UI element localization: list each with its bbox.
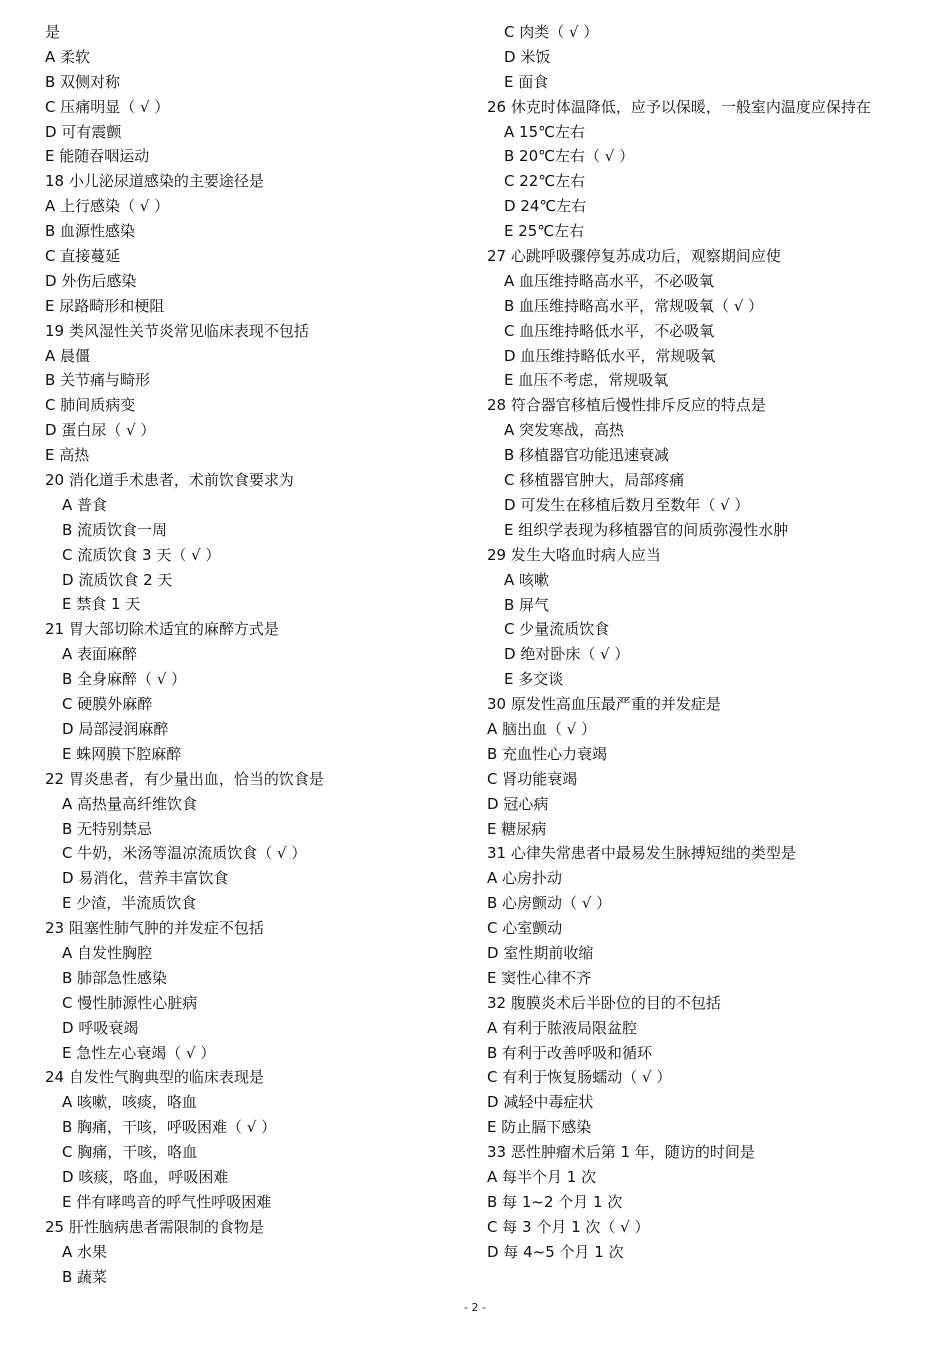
answer-option: B 肺部急性感染 bbox=[62, 968, 168, 987]
answer-option: E 高热 bbox=[45, 446, 90, 465]
answer-option: A 上行感染（ √ ） bbox=[45, 197, 170, 216]
answer-option: B 血压维持略高水平，常规吸氧（ √ ） bbox=[504, 296, 764, 315]
answer-option: E 组织学表现为移植器官的间质弥漫性水肿 bbox=[504, 520, 789, 539]
question-stem: 22 胃炎患者，有少量出血，恰当的饮食是 bbox=[45, 769, 324, 788]
left-column bbox=[45, 20, 455, 1289]
answer-option: D 外伤后感染 bbox=[45, 271, 137, 290]
answer-option: C 有利于恢复肠蠕动（ √ ） bbox=[487, 1068, 672, 1087]
answer-option: B 移植器官功能迅速衰减 bbox=[504, 446, 670, 465]
answer-option: C 慢性肺源性心脏病 bbox=[62, 993, 198, 1012]
page-number: - 2 - bbox=[464, 1301, 486, 1314]
answer-option: D 血压维持略低水平，常规吸氧 bbox=[504, 346, 716, 365]
question-stem: 28 符合器官移植后慢性排斥反应的特点是 bbox=[487, 396, 766, 415]
answer-option: A 咳嗽，咳痰，咯血 bbox=[62, 1093, 198, 1112]
answer-option: B 关节痛与畸形 bbox=[45, 371, 151, 390]
answer-option: D 流质饮食 2 天 bbox=[62, 570, 173, 589]
answer-option: D 24℃左右 bbox=[504, 197, 587, 216]
answer-option: B 流质饮食一周 bbox=[62, 520, 168, 539]
question-stem: 33 恶性肿瘤术后第 1 年，随访的时间是 bbox=[487, 1143, 755, 1162]
answer-option: E 蛛网膜下腔麻醉 bbox=[62, 744, 182, 763]
answer-option: B 蔬菜 bbox=[62, 1267, 108, 1286]
answer-option: C 硬膜外麻醉 bbox=[62, 695, 153, 714]
answer-option: B 20℃左右（ √ ） bbox=[504, 147, 635, 166]
question-stem: 20 消化道手术患者，术前饮食要求为 bbox=[45, 471, 294, 490]
answer-option: D 呼吸衰竭 bbox=[62, 1018, 139, 1037]
answer-option: B 屏气 bbox=[504, 595, 550, 614]
answer-option: B 胸痛，干咳，呼吸困难（ √ ） bbox=[62, 1118, 277, 1137]
question-stem: 27 心跳呼吸骤停复苏成功后，观察期间应使 bbox=[487, 247, 781, 266]
answer-option: C 血压维持略低水平，不必吸氧 bbox=[504, 321, 715, 340]
answer-option: E 25℃左右 bbox=[504, 222, 585, 241]
right-column bbox=[487, 20, 917, 1265]
answer-option: A 普食 bbox=[62, 495, 108, 514]
question-stem: 25 肝性脑病患者需限制的食物是 bbox=[45, 1217, 264, 1236]
answer-option: E 尿路畸形和梗阻 bbox=[45, 296, 165, 315]
answer-option: A 血压维持略高水平，不必吸氧 bbox=[504, 271, 715, 290]
answer-option: A 15℃左右 bbox=[504, 122, 585, 141]
answer-option: C 每 3 个月 1 次（ √ ） bbox=[487, 1217, 650, 1236]
answer-option: C 流质饮食 3 天（ √ ） bbox=[62, 545, 221, 564]
answer-option: A 晨僵 bbox=[45, 346, 91, 365]
question-stem: 23 阻塞性肺气肿的并发症不包括 bbox=[45, 919, 264, 938]
answer-option: A 有利于脓液局限盆腔 bbox=[487, 1018, 638, 1037]
question-stem: 26 休克时体温降低，应予以保暖，一般室内温度应保持在 bbox=[487, 97, 871, 116]
answer-option: A 高热量高纤维饮食 bbox=[62, 794, 198, 813]
answer-option: A 脑出血（ √ ） bbox=[487, 719, 597, 738]
answer-option: D 可发生在移植后数月至数年（ √ ） bbox=[504, 495, 750, 514]
question-stem: 21 胃大部切除术适宜的麻醉方式是 bbox=[45, 620, 279, 639]
answer-option: C 肾功能衰竭 bbox=[487, 769, 578, 788]
answer-option: E 面食 bbox=[504, 72, 549, 91]
answer-option: B 血源性感染 bbox=[45, 222, 136, 241]
answer-option: A 心房扑动 bbox=[487, 869, 563, 888]
answer-option: D 绝对卧床（ √ ） bbox=[504, 645, 630, 664]
answer-option: C 少量流质饮食 bbox=[504, 620, 610, 639]
answer-option: E 多交谈 bbox=[504, 670, 564, 689]
answer-option: A 咳嗽 bbox=[504, 570, 550, 589]
answer-option: D 局部浸润麻醉 bbox=[62, 719, 169, 738]
answer-option: C 肺间质病变 bbox=[45, 396, 136, 415]
answer-option: C 移植器官肿大，局部疼痛 bbox=[504, 471, 685, 490]
answer-option: A 柔软 bbox=[45, 47, 91, 66]
answer-option: B 无特别禁忌 bbox=[62, 819, 153, 838]
answer-option: E 伴有哮鸣音的呼气性呼吸困难 bbox=[62, 1192, 272, 1211]
answer-option: B 心房颤动（ √ ） bbox=[487, 894, 612, 913]
answer-option: D 冠心病 bbox=[487, 794, 549, 813]
answer-option: D 易消化，营养丰富饮食 bbox=[62, 869, 229, 888]
answer-option: C 心室颤动 bbox=[487, 919, 563, 938]
answer-option: E 急性左心衰竭（ √ ） bbox=[62, 1043, 216, 1062]
answer-option: E 少渣，半流质饮食 bbox=[62, 894, 197, 913]
question-stem: 30 原发性高血压最严重的并发症是 bbox=[487, 695, 721, 714]
answer-option: C 压痛明显（ √ ） bbox=[45, 97, 170, 116]
answer-option: E 禁食 1 天 bbox=[62, 595, 141, 614]
answer-option: D 每 4~5 个月 1 次 bbox=[487, 1242, 624, 1261]
answer-option: E 血压不考虑，常规吸氧 bbox=[504, 371, 669, 390]
answer-option: A 自发性胸腔 bbox=[62, 943, 153, 962]
answer-option: B 有利于改善呼吸和循环 bbox=[487, 1043, 653, 1062]
answer-option: C 牛奶，米汤等温凉流质饮食（ √ ） bbox=[62, 844, 307, 863]
answer-option: B 双侧对称 bbox=[45, 72, 121, 91]
answer-option: C 22℃左右 bbox=[504, 172, 586, 191]
answer-option: C 肉类（ √ ） bbox=[504, 23, 599, 41]
answer-option: B 全身麻醉（ √ ） bbox=[62, 670, 187, 689]
answer-option: E 防止膈下感染 bbox=[487, 1118, 592, 1137]
answer-option: B 每 1~2 个月 1 次 bbox=[487, 1192, 623, 1211]
answer-option: A 突发寒战，高热 bbox=[504, 421, 625, 440]
answer-option: D 室性期前收缩 bbox=[487, 943, 594, 962]
answer-option: A 表面麻醉 bbox=[62, 645, 138, 664]
answer-option: E 窦性心律不齐 bbox=[487, 968, 592, 987]
answer-option: E 糖尿病 bbox=[487, 819, 547, 838]
answer-option: D 咳痰，咯血，呼吸困难 bbox=[62, 1167, 229, 1186]
answer-option: D 减轻中毒症状 bbox=[487, 1093, 594, 1112]
answer-option: B 充血性心力衰竭 bbox=[487, 744, 608, 763]
answer-option: E 能随吞咽运动 bbox=[45, 147, 150, 166]
answer-option: 是 bbox=[45, 23, 61, 41]
answer-option: D 米饭 bbox=[504, 47, 551, 66]
answer-option: C 胸痛，干咳，咯血 bbox=[62, 1143, 198, 1162]
question-stem: 18 小儿泌尿道感染的主要途径是 bbox=[45, 172, 264, 191]
answer-option: C 直接蔓延 bbox=[45, 247, 121, 266]
answer-option: A 每半个月 1 次 bbox=[487, 1167, 597, 1186]
question-stem: 24 自发性气胸典型的临床表现是 bbox=[45, 1068, 264, 1087]
answer-option: D 蛋白尿（ √ ） bbox=[45, 421, 156, 440]
answer-option: A 水果 bbox=[62, 1242, 108, 1261]
answer-option: D 可有震颤 bbox=[45, 122, 122, 141]
question-stem: 31 心律失常患者中最易发生脉搏短绌的类型是 bbox=[487, 844, 796, 863]
question-stem: 32 腹膜炎术后半卧位的目的不包括 bbox=[487, 993, 721, 1012]
question-stem: 19 类风湿性关节炎常见临床表现不包括 bbox=[45, 321, 309, 340]
question-stem: 29 发生大咯血时病人应当 bbox=[487, 545, 661, 564]
